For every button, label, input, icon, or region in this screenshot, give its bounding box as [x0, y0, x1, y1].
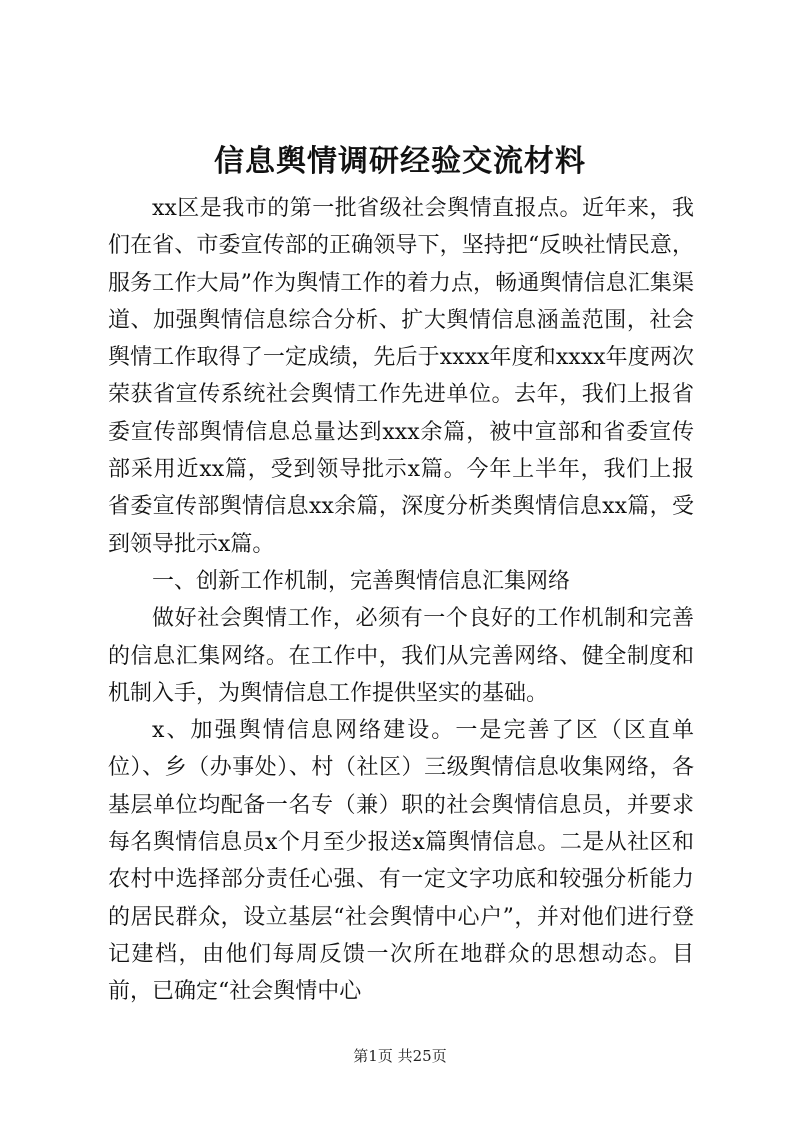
document-title: 信息舆情调研经验交流材料	[214, 144, 586, 179]
paragraph-section-1: 做好社会舆情工作，必须有一个良好的工作机制和完善的信息汇集网络。在工作中，我们从完善网络、健全制度和机制入手，为舆情信息工作提供坚实的基础。	[108, 606, 694, 706]
page-number-footer: 第1页 共25页	[353, 1047, 447, 1065]
paragraph-intro: xx区是我市的第一批省级社会舆情直报点。近年来，我们在省、市委宣传部的正确领导下，坚持把“反映社情民意，服务工作大局”作为舆情工作的着力点，畅通舆情信息汇集渠道、加强舆情信息综合分析、扩大舆情信息涵盖范围，社会舆情工作取得了一定成绩，先后于xxxx年度和xxxx年度两次荣获省宣传系统社会舆情工作先进单位。去年，我们上报省委宣传部舆情信息总量达到xxx余篇，被中宣部和省委宣传部采用近xx篇，受到领导批示x篇。今年上半年，我们上报省委宣传部舆情信息xx余篇，深度分析类舆情信息xx篇，受到领导批示x篇。	[108, 196, 694, 557]
section-heading-1: 一、创新工作机制，完善舆情信息汇集网络	[152, 568, 571, 594]
document-body	[108, 190, 694, 1011]
paragraph-network-building: x、加强舆情信息网络建设。一是完善了区（区直单位）、乡（办事处）、村（社区）三级舆情信息收集网络，各基层单位均配备一名专（兼）职的社会舆情信息员，并要求每名舆情信息员x个月至少报送x篇舆情信息。二是从社区和农村中选择部分责任心强、有一定文字功底和较强分析能力的居民群众，设立基层“社会舆情中心户”，并对他们进行登记建档，由他们每周反馈一次所在地群众的思想动态。目前，已确定“社会舆情中心	[108, 718, 694, 1005]
